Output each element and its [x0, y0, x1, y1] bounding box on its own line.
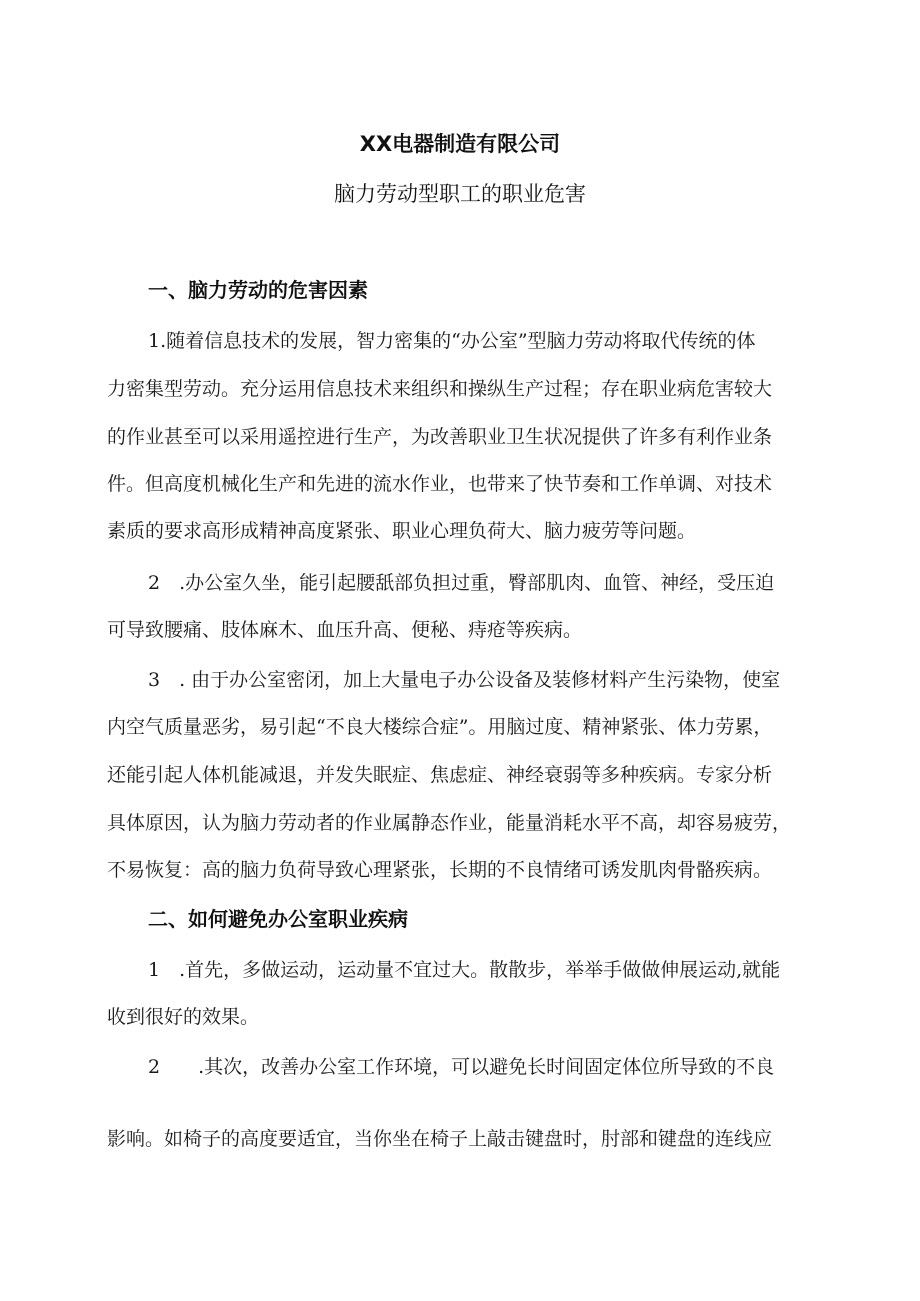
paragraph-line: 素质的要求高形成精神高度紧张、职业心理负荷大、脑力疲劳等问题。 [107, 520, 697, 542]
document-title: XX电器制造有限公司 [359, 132, 561, 156]
paragraph-line: 的作业甚至可以采用遥控进行生产，为改善职业卫生状况提供了许多有利作业条 [107, 426, 773, 448]
section1-heading: 一、脑力劳动的危害因素 [148, 278, 368, 302]
paragraph-line: 内空气质量恶劣，易引起“不良大楼综合症”。用脑过度、精神紧张、体力劳累， [107, 716, 773, 738]
paragraph-line: 不易恢复：高的脑力负荷导致心理紧张，长期的不良情绪可诱发肌肉骨骼疾病。 [107, 859, 773, 881]
paragraph-line: 收到很好的效果。 [107, 1006, 260, 1028]
paragraph-line: 影响。如椅子的高度要适宜，当你坐在椅子上敲击键盘时，肘部和键盘的连线应 [107, 1128, 773, 1150]
paragraph-line: 2 .办公室久坐，能引起腰舐部负担过重，臀部肌肉、血管、神经，受压迫 [148, 572, 775, 594]
paragraph-line: 还能引起人体机能减退，并发失眠症、焦虑症、神经衰弱等多种疾病。专家分析 [107, 764, 773, 786]
paragraph-line: 1 .首先，多做运动，运动量不宜过大。散散步，举举手做做伸展运动,就能 [148, 959, 781, 981]
section2-heading: 二、如何避免办公室职业疾病 [148, 907, 408, 931]
document-subtitle: 脑力劳动型职工的职业危害 [334, 182, 586, 206]
paragraph-line: 3 . 由于办公室密闭，加上大量电子办公设备及装修材料产生污染物，使室 [148, 669, 781, 691]
paragraph-line: 件。但高度机械化生产和先进的流水作业，也带来了快节奏和工作单调、对技术 [107, 473, 773, 495]
paragraph-line: 可导致腰痛、肢体麻木、血压升高、便秘、痔疮等疾病。 [107, 619, 583, 641]
paragraph-line: 2 .其次，改善办公室工作环境，可以避免长时间固定体位所导致的不良 [148, 1056, 775, 1078]
paragraph-line: 力密集型劳动。充分运用信息技术来组织和操纵生产过程；存在职业病危害较大 [107, 378, 773, 400]
paragraph-line: 具体原因，认为脑力劳动者的作业属静态作业，能量消耗水平不高，却容易疲劳， [107, 812, 792, 834]
paragraph-line: 1.随着信息技术的发展，智力密集的“办公室”型脑力劳动将取代传统的体 [148, 330, 756, 352]
